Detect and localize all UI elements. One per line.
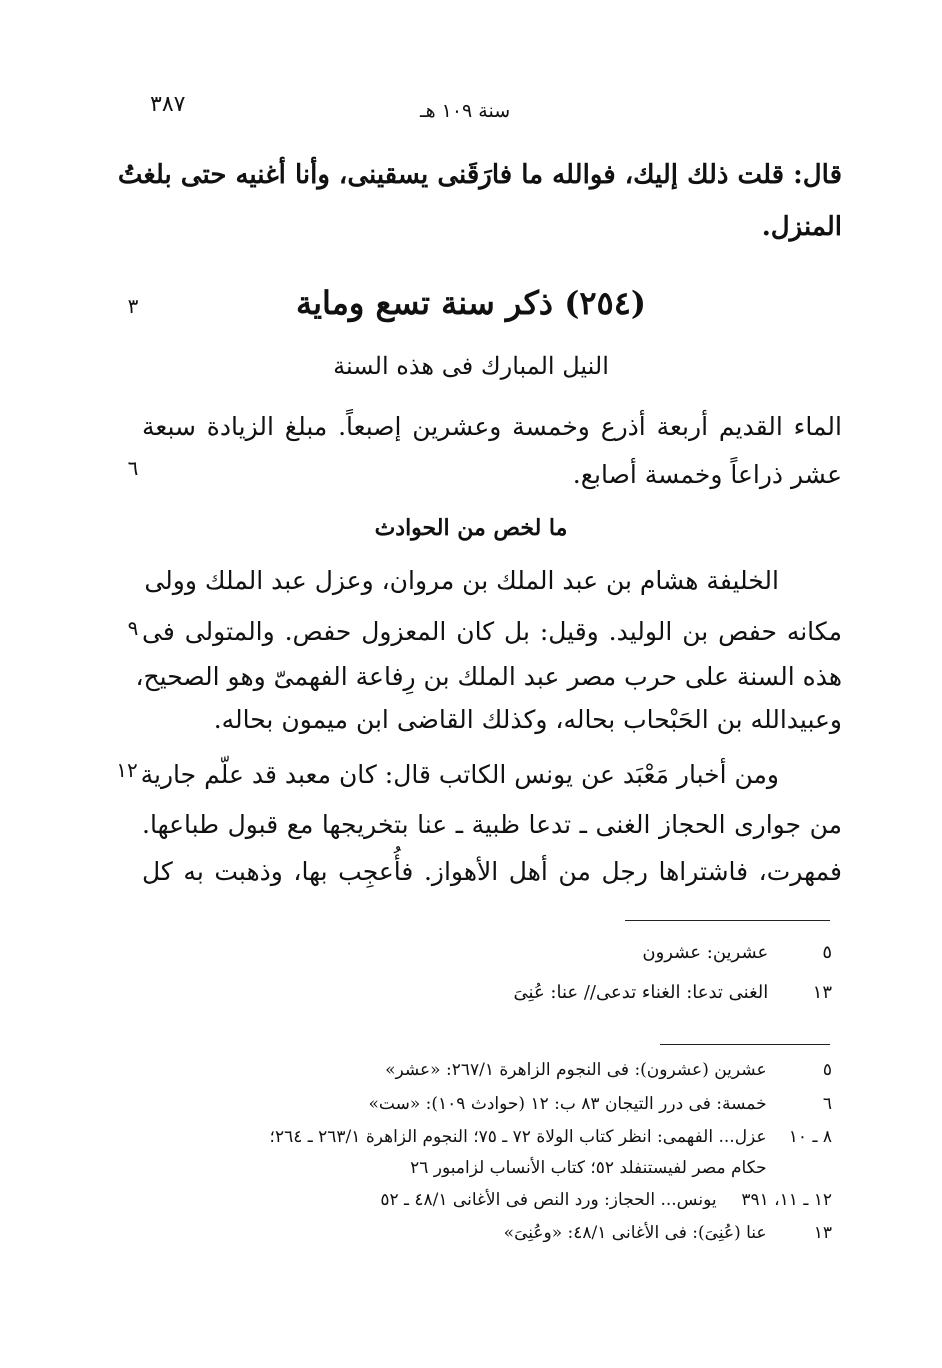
note-text: حكام مصر لفيستنفلد ٥٢؛ كتاب الأنساب لزامبور ٢٦ [410,1158,767,1178]
apparatus-entry [642,942,832,963]
apparatus-rule [625,920,830,921]
apparatus-text: عشرين: عشرون [642,942,769,963]
notes-rule [660,1044,830,1045]
note-number: ٥ [822,1060,832,1080]
note-entry [410,1158,832,1178]
nile-line-1: الماء القديم أربعة أذرع وخمسة وعشرين إصبعاً. مبلغ الزيادة سبعة [142,412,842,441]
p2-line-3: فمهرت، فاشتراها رجل من أهل الأهواز. فأُعجِب بها، وذهبت به كل [142,857,842,886]
nile-line-2: عشر ذراعاً وخمسة أصابع. [572,460,842,489]
nile-heading: النيل المبارك فى هذه السنة [333,352,609,380]
note-text: عزل... الفهمى: انظر كتاب الولاة ٧٢ ـ ٧٥؛ النجوم الزاهرة ٢٦٣/١ ـ ٢٦٤؛ [269,1127,767,1147]
note-entry [369,1094,832,1114]
intro-line-1: قال: قلت ذلك إليك، فوالله ما فارَقَنى يسقينى، وأنا أغنيه حتى بلغتُ [117,160,842,190]
p2-line-1: ومن أخبار مَعْبَد عن يونس الكاتب قال: كان معبد قد علّم جارية [140,760,779,789]
note-entry [385,1060,832,1080]
note-entry [270,1127,832,1147]
apparatus-number: ١٣ [812,982,832,1003]
p1-line-2: مكانه حفص بن الوليد. وقيل: بل كان المعزول حفص. والمتولى فى [142,617,842,646]
note-text: خمسة: فى درر التيجان ٨٣ ب: ١٢ (حوادث ١٠٩): «ست» [368,1094,767,1114]
section-title: (٢٥٤) ذكر سنة تسع وماية [295,284,647,322]
p1-line-3: هذه السنة على حرب مصر عبد الملك بن رِفاعة الفهمىّ وهو الصحيح، [135,662,842,691]
note-number: ١٣ [813,1223,832,1243]
events-heading: ما لخص من الحوادث [374,515,568,541]
margin-number-12: ١٢ [116,758,138,782]
p2-line-2: من جوارى الحجاز الغنى ـ تدعا ظبية ـ عنا بتخريجها مع قبول طباعها. [142,810,842,839]
p1-line-1: الخليفة هشام بن عبد الملك بن مروان، وعزل عبد الملك وولى [144,566,779,595]
note-number: ٦ [822,1094,832,1114]
note-text: عنا (عُنِىَ): فى الأغانى ٤٨/١: «وعُنِىَ» [503,1223,767,1243]
apparatus-text: الغنى تدعا: الغناء تدعى// عنا: عُنِىَ [513,982,769,1003]
intro-line-2: المنزل. [761,212,842,242]
note-entry [504,1223,832,1243]
note-number: ١٢ ـ ١١، ٣٩١ [741,1190,832,1210]
note-entry [380,1190,832,1210]
note-text: يونس... الحجاز: ورد النص فى الأغانى ٤٨/١ ـ ٥٢ [380,1190,717,1210]
page-number: ٣٨٧ [150,92,186,117]
margin-number-6: ٦ [127,456,139,480]
running-head: سنة ١٠٩ هـ [420,100,511,122]
margin-number-3: ٣ [127,294,139,318]
apparatus-number: ٥ [822,942,832,963]
p1-line-4: وعبيدالله بن الحَبْحاب بحاله، وكذلك القاضى ابن ميمون بحاله. [213,705,842,734]
apparatus-entry [514,982,832,1003]
margin-number-9: ٩ [127,616,139,640]
note-number: ٨ ـ ١٠ [788,1127,832,1147]
note-text: عشرين (عشرون): فى النجوم الزاهرة ٢٦٧/١: «عشر» [385,1060,767,1080]
